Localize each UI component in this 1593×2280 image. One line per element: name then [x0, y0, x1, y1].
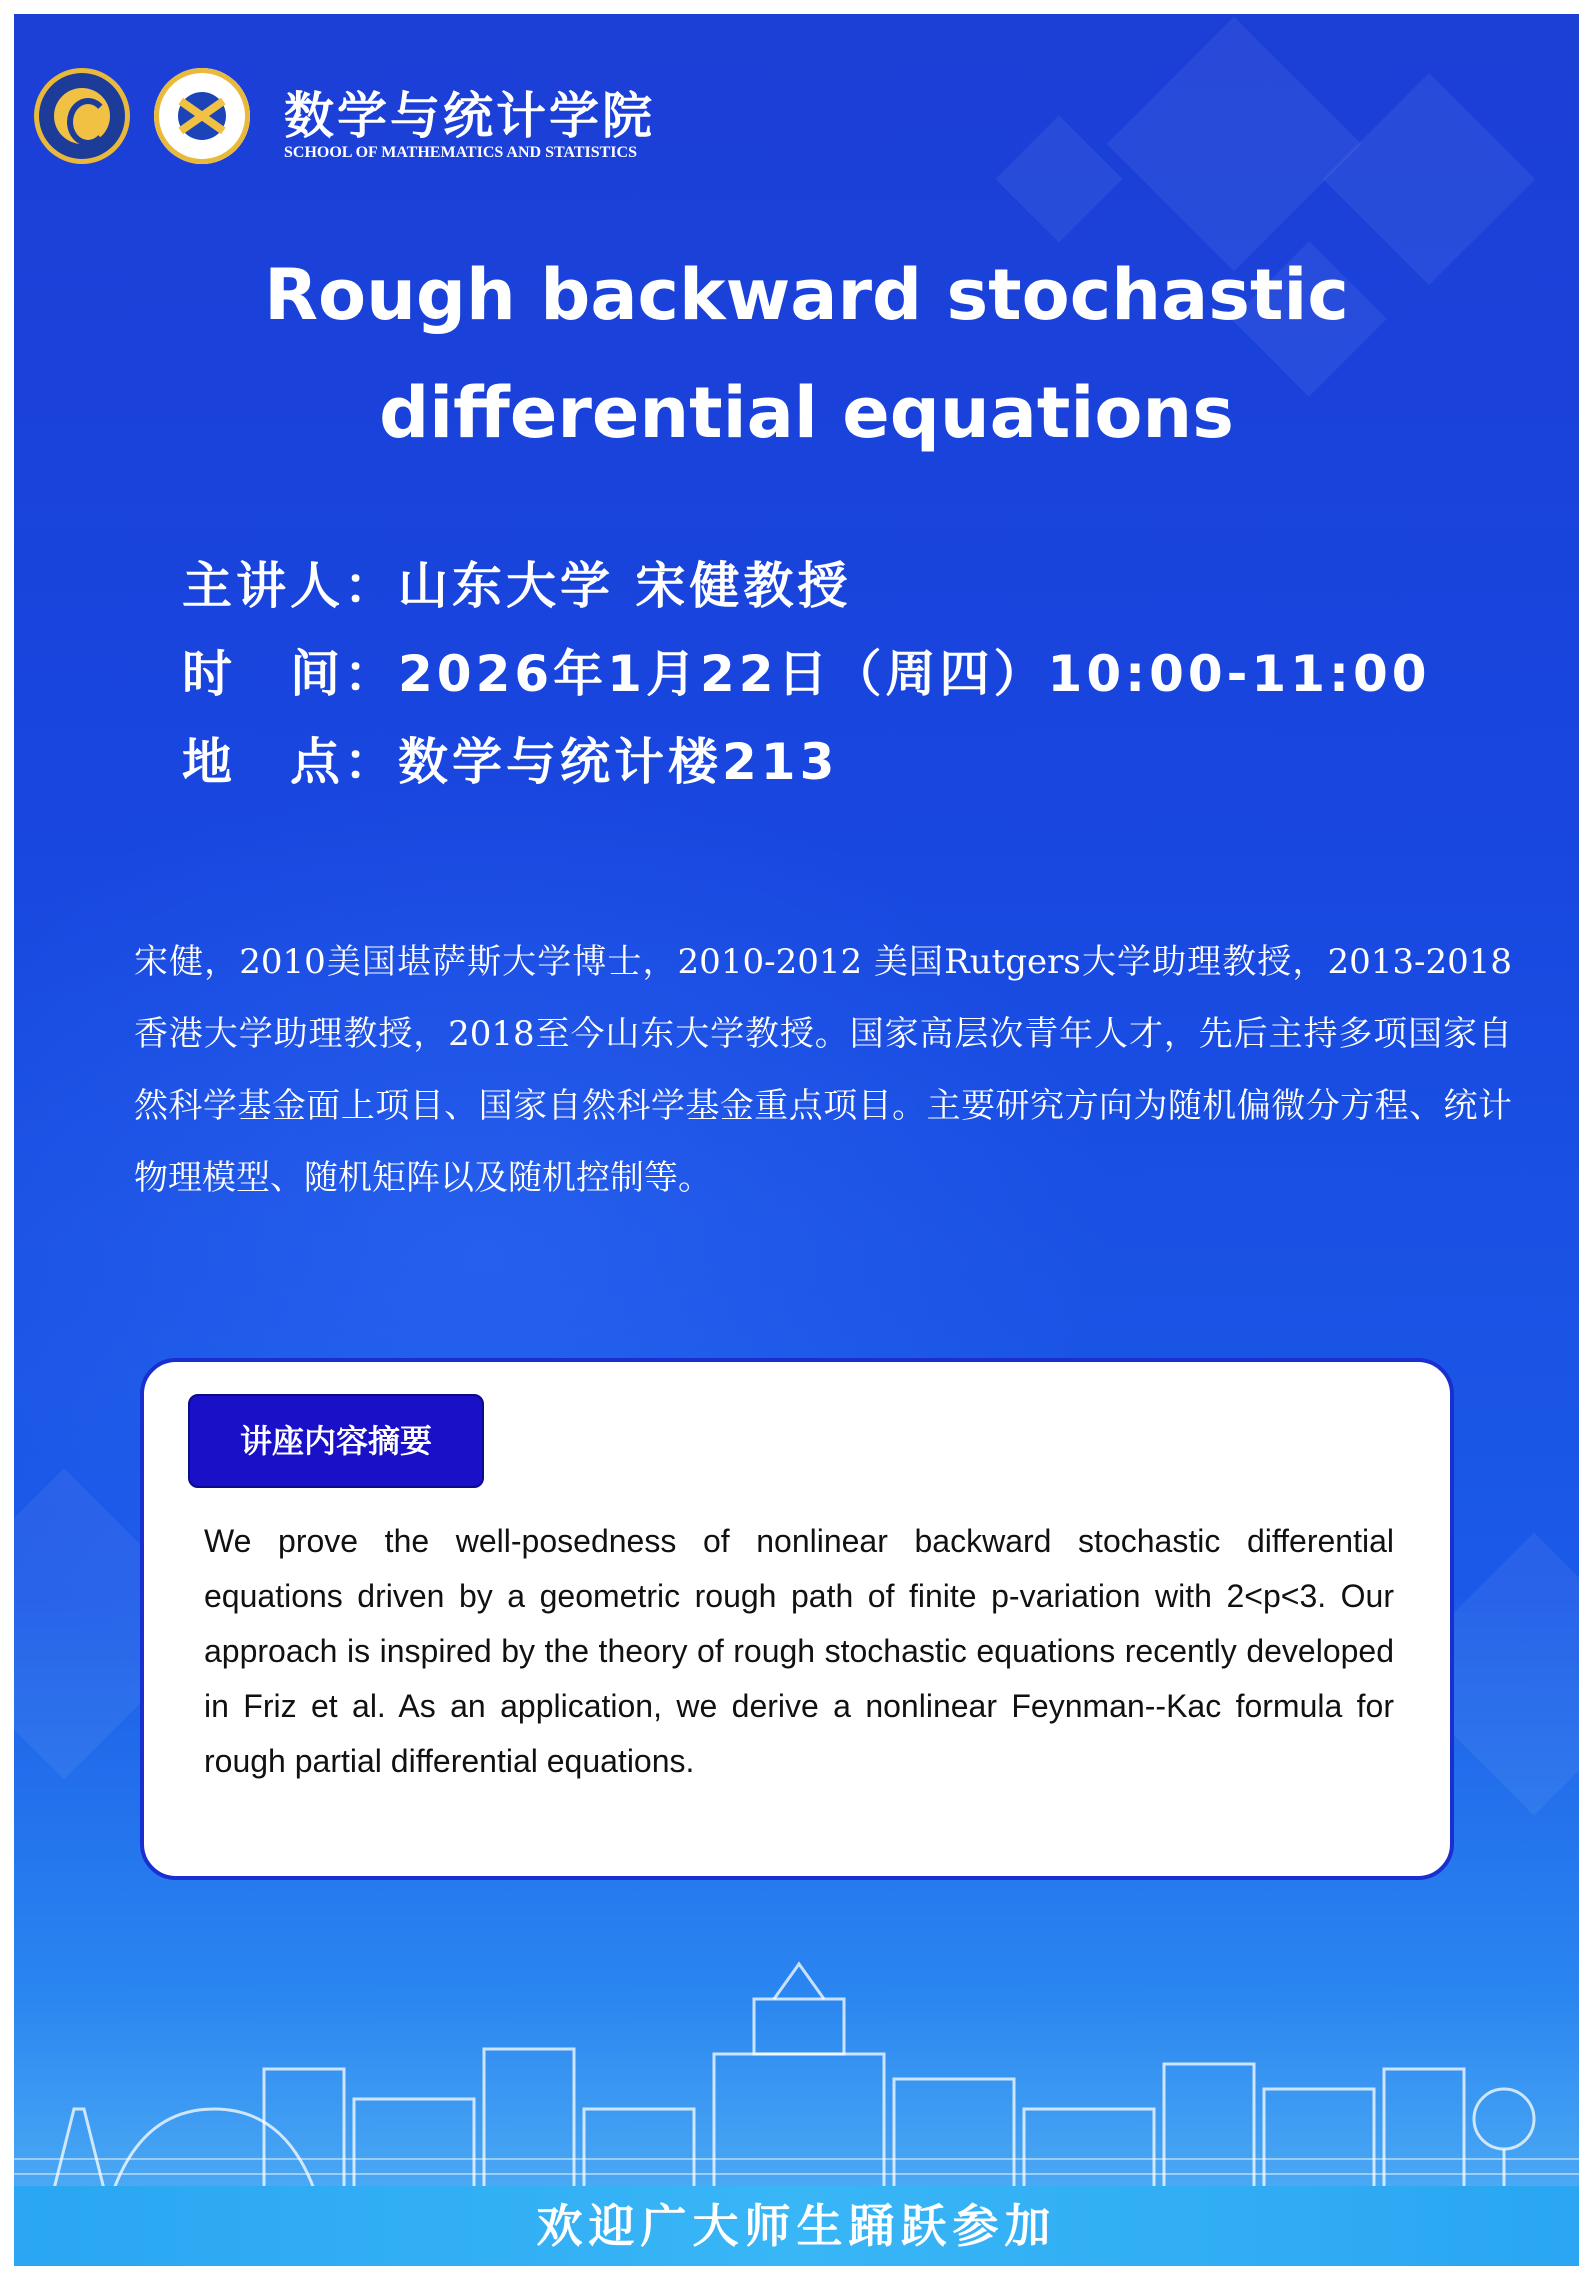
background-diamond [995, 115, 1122, 242]
university-seal-icon [34, 68, 130, 164]
poster [14, 14, 1579, 2266]
abstract-text: We prove the well-posedness of nonlinear backward stochastic differential equations driven by a geometric rough path of finite p-variation with 2<p<3. Our approach is inspired by the theory of rough stochastic equations recently developed in Friz et al. As an application, we derive a nonlinear Feynman--Kac formula for rough partial differential equations. [204, 1523, 1394, 1779]
school-emblem-icon [154, 68, 250, 164]
speaker-line: 主讲人：山东大学 宋健教授 [182, 557, 852, 615]
footer-banner: 欢迎广大师生踊跃参加 [14, 2186, 1579, 2266]
abstract-label: 讲座内容摘要 [188, 1394, 484, 1488]
place-line: 地 点：数学与统计楼213 [182, 733, 839, 791]
abstract-card [140, 1358, 1454, 1880]
background-diamond [1107, 17, 1362, 272]
lecture-title: Rough backward stochastic differential equations [264, 254, 1349, 454]
campus-skyline-illustration [14, 1959, 1579, 2189]
school-name-en: SCHOOL OF MATHEMATICS AND STATISTICS [284, 144, 637, 161]
school-name-cn: 数学与统计学院 [284, 86, 655, 145]
speaker-bio: 宋健，2010美国堪萨斯大学博士，2010-2012 美国Rutgers大学助理教授，2013-2018 香港大学助理教授，2018至今山东大学教授。国家高层次青年人才，先后主持多项国家自然科学基金面上项目、国家自然科学基金重点项目。主要研究方向为随机偏微分方程、统计物理模型、随机矩阵以及随机控制等。 [134, 942, 1512, 1198]
time-line: 时 间：2026年1月22日（周四）10:00-11:00 [182, 645, 1431, 703]
